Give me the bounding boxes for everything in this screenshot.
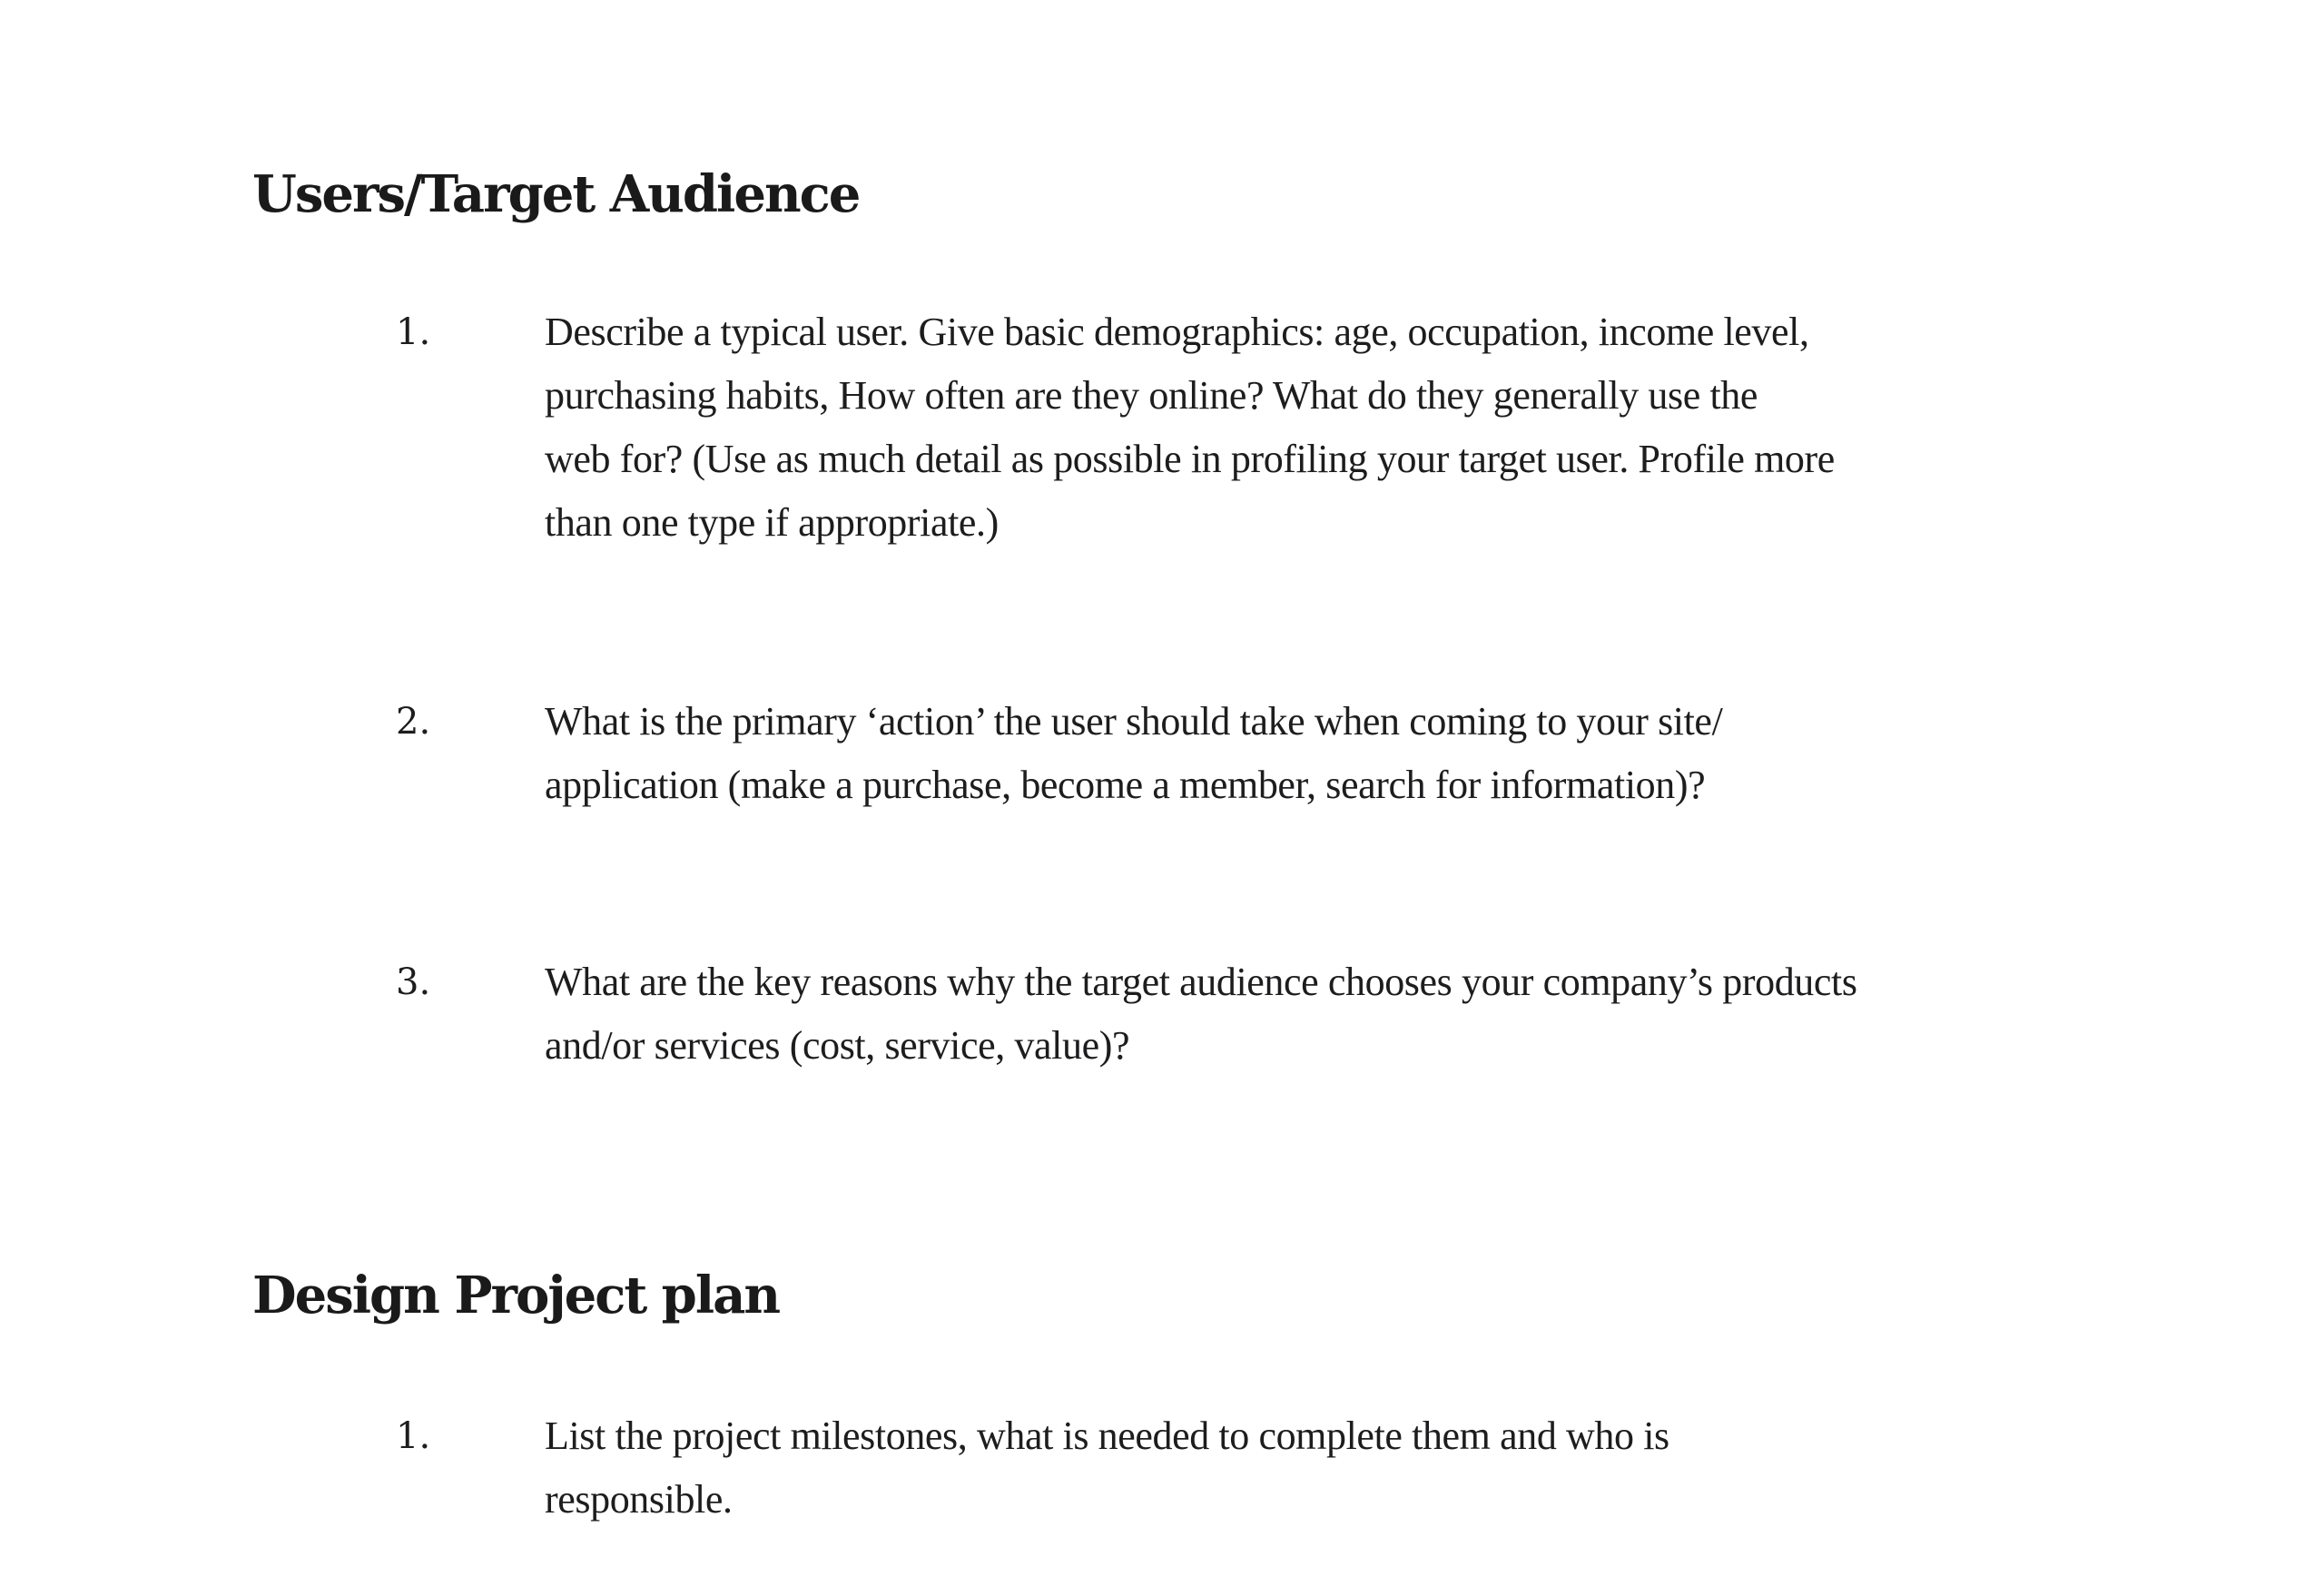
list-item-number: 3. (396, 961, 431, 1003)
list-item-line: and/or services (cost, service, value)? (545, 1023, 1130, 1068)
list-item-number: 1. (396, 1415, 431, 1457)
list-item-text (545, 1404, 2015, 1532)
section-heading-design-project-plan: Design Project plan (252, 1266, 780, 1325)
list-item-line: What is the primary ‘action’ the user should take when coming to your site/ (545, 699, 1723, 744)
list-item-line: responsible. (545, 1477, 733, 1522)
list-item-number: 2. (396, 701, 431, 743)
list-item-line: Describe a typical user. Give basic demographics: age, occupation, income level, (545, 310, 1809, 354)
list-item-line: What are the key reasons why the target audience chooses your company’s products (545, 960, 1857, 1004)
list-item-text (545, 690, 2015, 817)
list-item-text (545, 951, 2015, 1078)
list-item-line: application (make a purchase, become a member, search for information)? (545, 763, 1706, 807)
list-item-line: than one type if appropriate.) (545, 500, 999, 545)
list-item-text (545, 300, 2015, 555)
list-item-line: List the project milestones, what is needed to complete them and who is (545, 1414, 1669, 1458)
list-item-line: web for? (Use as much detail as possible in profiling your target user. Profile more (545, 437, 1835, 481)
list-item-number: 1. (396, 311, 431, 353)
list-item-line: purchasing habits, How often are they online? What do they generally use the (545, 373, 1758, 418)
section-heading-users-target-audience: Users/Target Audience (252, 164, 860, 224)
